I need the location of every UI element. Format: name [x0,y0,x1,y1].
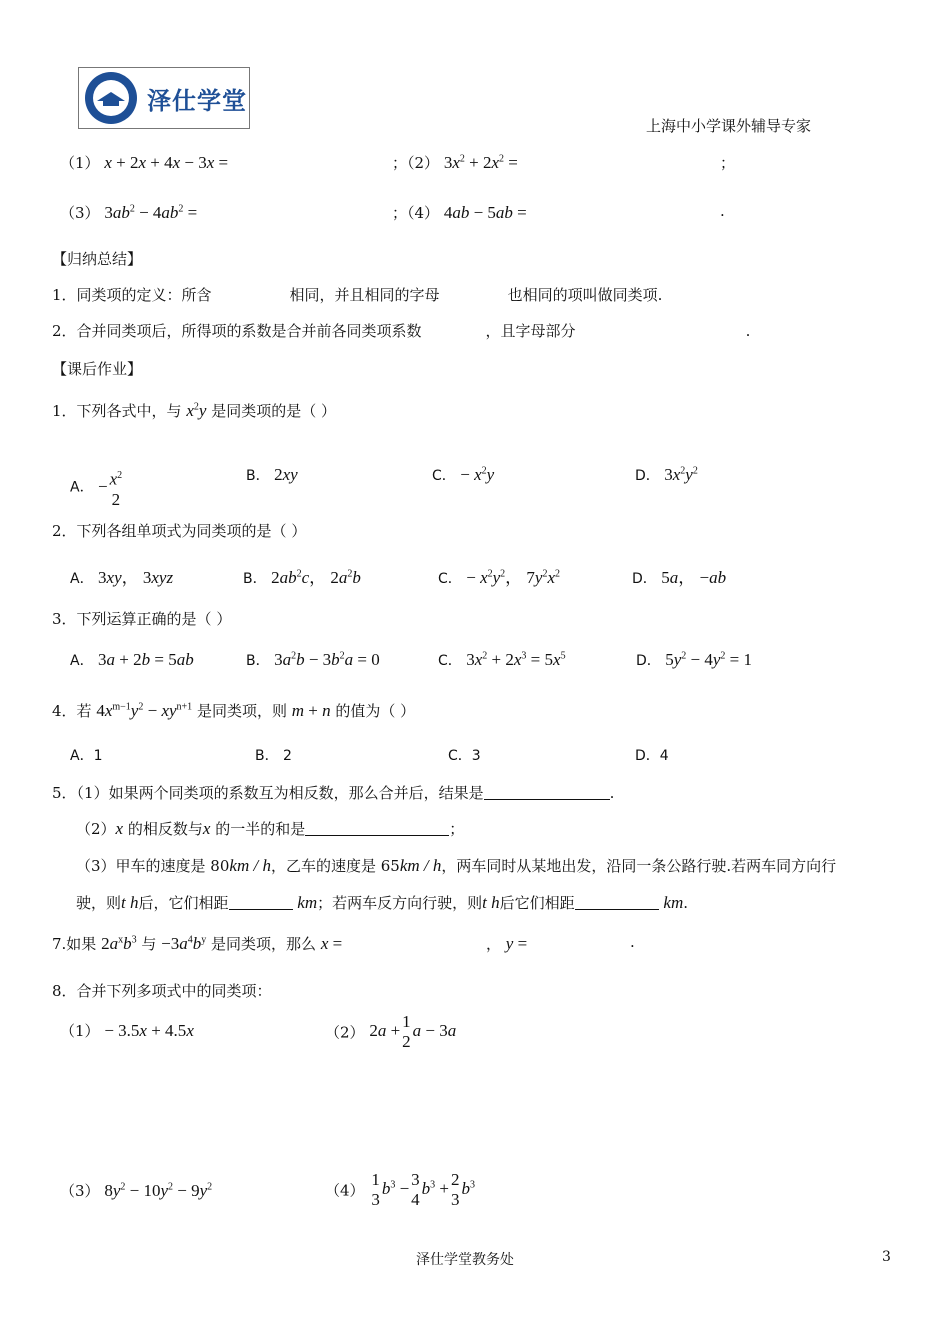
hw-q2-option-d: D． 5a， −ab [632,568,727,587]
hw-q8-4: （4） 1 3 $b^3$ − 3 4 $b^3$ + 2 3 $b^3$ [325,1170,476,1209]
answer-blank[interactable] [229,893,293,910]
hw-q5-3-cont: 驶，则t h后，它们相距 km；若两车反方向行驶，则t h后它们相距 km. [76,893,689,912]
hw-q4: 4．若 $4x^{m-1}y^2 - xy^{n+1}$ 是同类项，则 m + n 的值为（ ） [52,701,416,720]
hw-q3-option-a: A． 3a + 2b = 5ab [70,650,194,669]
hw-q4-option-b: B． 2 [255,748,292,764]
warmup-q3: （3） $3ab^2 - 4ab^2$ = [60,203,198,222]
hw-q5-3: （3）甲车的速度是 80km / h，乙车的速度是 65km / h，两车同时从某地出发，沿同一条公路行驶.若两车同方向行 [76,856,837,875]
hw-q8-3: （3） $8y^2 - 10y^2 - 9y^2$ [60,1181,213,1200]
hw-q3-option-c: C． $3x^2 + 2x^3 = 5x^5$ [438,650,566,669]
summary-item-2: 2．合并同类项后，所得项的系数是合并前各同类项系数 ，且字母部分 . [52,322,751,340]
answer-blank[interactable] [305,819,449,836]
summary-heading: 【归纳总结】 [52,250,143,268]
hw-q5-2: （2）x 的相反数与x 的一半的和是 ； [76,819,465,838]
hw-q2-option-c: C． − $x^2y^2$， $7y^2x^2$ [438,568,561,587]
school-seal-icon [85,72,137,124]
warmup-q1: （1） x + 2x + 4x − 3x = [60,153,229,172]
answer-blank[interactable] [484,783,610,800]
warmup-q4: ；（4） 4ab − 5ab = [392,203,527,222]
warmup-q4-end: . [720,202,725,220]
logo [78,67,250,129]
hw-q3: 3．下列运算正确的是（ ） [52,610,232,628]
hw-q8-1: （1） − 3.5x + 4.5x [60,1021,194,1040]
header-tagline: 上海中小学课外辅导专家 [646,117,812,135]
answer-blank[interactable] [575,893,659,910]
hw-q2: 2．下列各组单项式为同类项的是（ ） [52,522,307,540]
hw-q7: 7.如果 $2a^xb^3$ 与 $-3a^4b^y$ 是同类项，那么 x = [52,934,343,953]
hw-q4-option-a: A．1 [70,748,103,764]
warmup-q2-end: ； [720,154,736,172]
hw-q5-1: 5．（1）如果两个同类项的系数互为相反数，那么合并后，结果是 . [52,784,615,802]
homework-heading: 【课后作业】 [52,360,143,378]
hw-q4-option-c: C．3 [448,748,481,764]
hw-q1-option-b: B． 2xy [246,465,298,484]
warmup-q2: ；（2） $3x^2 + 2x^2$ = [392,153,518,172]
page-number: 3 [882,1249,891,1265]
hw-q4-option-d: D．4 [635,748,669,764]
hw-q8: 8．合并下列多项式中的同类项： [52,982,272,1000]
summary-item-1: 1．同类项的定义：所含 相同，并且相同的字母 也相同的项叫做同类项. [52,286,663,304]
hw-q1: 1．下列各式中，与 $x^2y$ 是同类项的是（ ） [52,401,336,420]
hw-q3-option-b: B． $3a^2b - 3b^2a = 0$ [246,650,380,669]
hw-q2-option-b: B． $2ab^2c$， $2a^2b$ [243,568,361,587]
hw-q7-y: ， y = [486,934,528,953]
hw-q7-end: . [630,933,635,951]
footer-center: 泽仕学堂教务处 [416,1252,514,1268]
logo-text: 泽仕学堂 [147,87,247,115]
hw-q3-option-d: D． $5y^2 - 4y^2 = 1$ [636,650,753,669]
hw-q8-2: （2） 2a + 1 2 a − 3a [325,1012,457,1051]
hw-q1-option-c: C． − $x^2y$ [432,465,495,484]
hw-q1-option-d: D． $3x^2y^2$ [635,465,698,484]
hw-q2-option-a: A． 3xy， 3xyz [70,568,174,587]
hw-q1-option-a: A． − $x^2$ 2 [70,469,123,509]
